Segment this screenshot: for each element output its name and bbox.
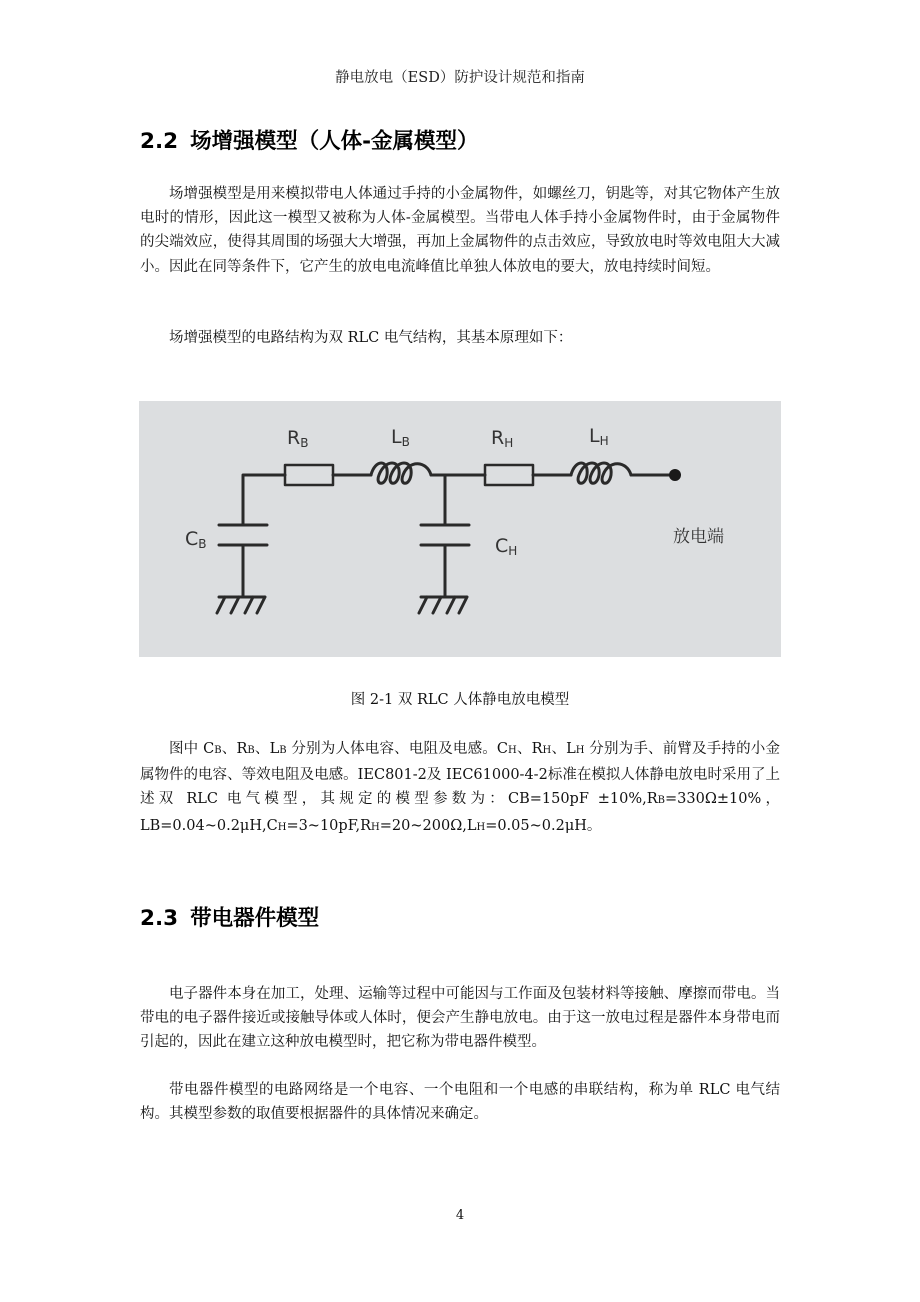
section-number: 2.2 [140, 129, 179, 154]
label-ch: CH [495, 535, 518, 558]
ground-cb [217, 597, 265, 613]
wire-left-vertical [243, 475, 285, 525]
page-number: 4 [455, 1208, 465, 1223]
circuit-diagram-figure [139, 401, 781, 657]
page-header: 静电放电（ESD）防护设计规范和指南 [335, 70, 585, 86]
section-number: 2.3 [140, 906, 179, 931]
circuit-diagram [139, 401, 781, 657]
paragraph-charged-device-model: 电子器件本身在加工，处理、运输等过程中可能因与工作面及包装材料等接触、摩擦而带电。当带电的电子器件接近或接触导体或人体时，便会产生静电放电。由于这一放电过程是器件本身带电而引起的，因此在建立这种放电模型时，把它称为带电器件模型。 [140, 986, 780, 1051]
ground-ch [419, 597, 467, 613]
section-title: 场增强模型（人体-金属模型） [190, 129, 479, 154]
section-title: 带电器件模型 [190, 906, 320, 931]
paragraph-single-rlc: 带电器件模型的电路网络是一个电容、一个电阻和一个电感的串联结构，称为单 RLC 电气结构。其模型参数的取值要根据器件的具体情况来确定。 [140, 1082, 780, 1123]
label-lb: LB [391, 426, 410, 449]
resistor-rh [485, 465, 533, 485]
label-cb: CB [185, 528, 207, 551]
inductor-lh [571, 463, 631, 483]
inductor-lb [371, 463, 431, 483]
label-discharge-terminal: 放电端 [673, 527, 724, 547]
figure-caption: 图 2-1 双 RLC 人体静电放电模型 [350, 692, 570, 708]
paragraph-model-parameters: 图中 CB、RB、LB 分别为人体电容、电阻及电感。CH、RH、LH 分别为手、前臂及手持的小金属物件的电容、等效电阻及电感。IEC801-2及 IEC61000-4-2标准在模拟人体静电放电时采用了上述双 RLC 电气模型，其规定的模型参数为：CB=150pF ±10%,RB=330Ω±10%，LB=0.04~0.2μH,CH=3~10pF,RH=20~200Ω,LH=0.05~0.2μH。 [140, 741, 780, 834]
paragraph-circuit-intro: 场增强模型的电路结构为双 RLC 电气结构，其基本原理如下： [169, 330, 573, 346]
paragraph-field-enhanced-model: 场增强模型是用来模拟带电人体通过手持的小金属物件，如螺丝刀，钥匙等，对其它物体产生放电时的情形，因此这一模型又被称为人体-金属模型。当带电人体手持小金属物件时，由于金属物件的尖端效应，使得其周围的场强大大增强，再加上金属物件的点击效应，导致放电时等效电阻大大减小。因此在同等条件下，它产生的放电电流峰值比单独人体放电的要大，放电持续时间短。 [140, 186, 780, 275]
section-heading-2-2 [140, 124, 479, 155]
resistor-rb [285, 465, 333, 485]
label-lh: LH [589, 425, 609, 448]
label-rh: RH [491, 427, 514, 450]
section-heading-2-3 [140, 901, 319, 932]
discharge-terminal-dot [669, 469, 681, 481]
label-rb: RB [287, 427, 309, 450]
